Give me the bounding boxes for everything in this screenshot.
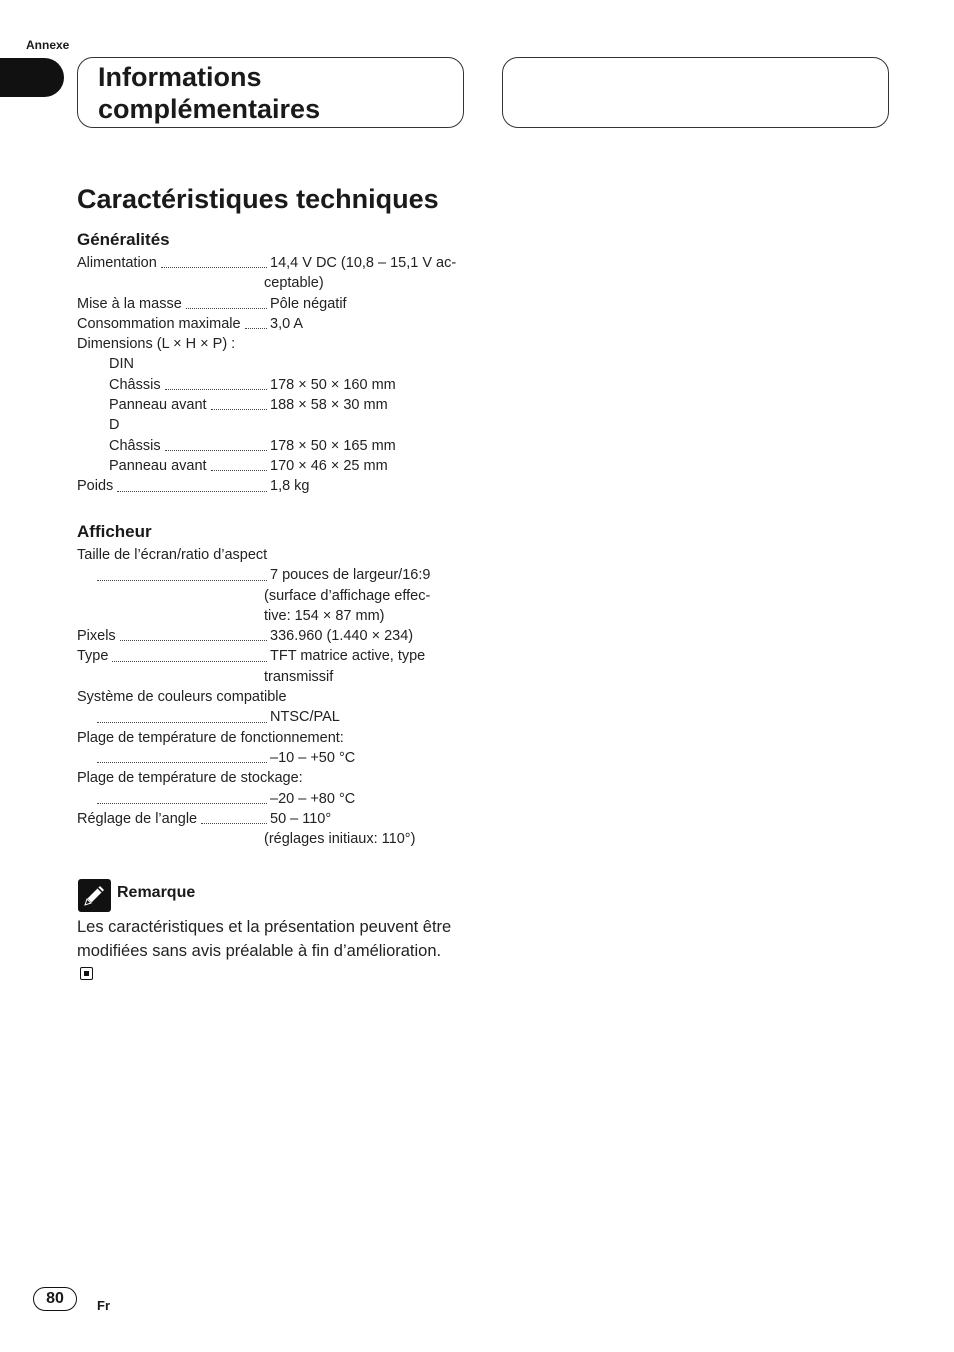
spec-row-din-chassis (77, 375, 457, 395)
spec-value: TFT matrice active, type (270, 648, 426, 665)
spec-temp-fonct-label: Plage de température de fonctionnement: (77, 729, 344, 746)
spec-value: (réglages initiaux: 110°) (264, 831, 416, 848)
spec-label: Consommation maximale (77, 315, 241, 332)
spec-label: Châssis (109, 437, 161, 454)
spec-value: NTSC/PAL (270, 709, 340, 726)
spec-value: 3,0 A (270, 315, 304, 332)
spec-value: (surface d’affichage effec- (264, 587, 431, 604)
spec-row-poids (77, 476, 457, 496)
spec-value: 178 × 50 × 165 mm (270, 437, 396, 454)
section-tab-marker (0, 58, 64, 97)
spec-row-masse (77, 294, 457, 314)
spec-dimensions-label: Dimensions (L × H × P) : (77, 336, 236, 353)
spec-label: Pixels (77, 628, 116, 645)
spec-couleurs-label: Système de couleurs compatible (77, 689, 287, 706)
chapter-title (98, 61, 320, 125)
spec-label: Panneau avant (109, 397, 207, 414)
spec-row-cont (77, 273, 457, 293)
spec-value: –10 – +50 °C (270, 749, 356, 766)
spec-label: Châssis (109, 376, 161, 393)
spec-label: Mise à la masse (77, 295, 182, 312)
spec-row-couleurs (77, 707, 457, 727)
spec-value: 170 × 46 × 25 mm (270, 457, 388, 474)
spec-row-cont (77, 667, 457, 687)
page-title: Caractéristiques techniques (77, 184, 439, 214)
spec-value: 188 × 58 × 30 mm (270, 397, 388, 414)
note-body (77, 916, 457, 987)
pencil-note-icon (78, 879, 111, 912)
chapter-title-line2: complémentaires (98, 94, 321, 124)
spec-row-pixels (77, 626, 457, 646)
spec-value: 336.960 (1.440 × 234) (270, 628, 414, 645)
spec-row-alimentation (77, 253, 457, 273)
chapter-title-box (77, 57, 464, 128)
spec-row-cont (77, 606, 457, 626)
language-code: Fr (97, 1298, 110, 1313)
page-number: 80 (33, 1287, 77, 1311)
spec-value: 7 pouces de largeur/16:9 (270, 567, 431, 584)
spec-value: 178 × 50 × 160 mm (270, 376, 396, 393)
spec-row-angle (77, 809, 457, 829)
spec-label: Réglage de l’angle (77, 810, 198, 827)
spec-value: tive: 154 × 87 mm) (264, 607, 385, 624)
spec-row-cont (77, 586, 457, 606)
spec-value: 1,8 kg (270, 478, 310, 495)
note-title: Remarque (117, 884, 196, 901)
spec-din-label: DIN (109, 356, 134, 373)
spec-row-cont (77, 829, 457, 849)
generalites-heading: Généralités (77, 230, 170, 249)
end-of-section-icon (80, 967, 93, 980)
spec-temp-stock-label: Plage de température de stockage: (77, 770, 303, 787)
spec-row-din-panneau (77, 395, 457, 415)
afficheur-specs (77, 545, 457, 849)
spec-value: transmissif (264, 668, 334, 685)
spec-row-d-chassis (77, 436, 457, 456)
afficheur-heading: Afficheur (77, 522, 152, 541)
generalites-specs (77, 253, 457, 497)
spec-label: Type (77, 648, 109, 665)
empty-header-box (502, 57, 889, 128)
spec-value: 14,4 V DC (10,8 – 15,1 V ac- (270, 255, 457, 271)
spec-value: ceptable) (264, 275, 324, 292)
spec-label: Poids (77, 478, 114, 495)
chapter-title-line1: Informations (98, 62, 262, 92)
spec-row-d-panneau (77, 456, 457, 476)
spec-value: –20 – +80 °C (270, 790, 356, 807)
spec-row-taille (77, 565, 457, 585)
spec-row-consommation (77, 314, 457, 334)
spec-taille-label: Taille de l’écran/ratio d’aspect (77, 547, 268, 563)
section-label: Annexe (26, 38, 70, 52)
spec-row-temp-stock (77, 789, 457, 809)
spec-value: 50 – 110° (270, 810, 332, 827)
spec-d-label: D (109, 417, 120, 434)
spec-value: Pôle négatif (270, 295, 347, 312)
spec-label: Alimentation (77, 255, 157, 271)
spec-label: Panneau avant (109, 457, 207, 474)
spec-row-temp-fonct (77, 748, 457, 768)
note-text: Les caractéristiques et la présentation peuvent être modifiées sans avis préalable à fin d’amélioration. (77, 918, 452, 960)
spec-row-type (77, 646, 457, 666)
